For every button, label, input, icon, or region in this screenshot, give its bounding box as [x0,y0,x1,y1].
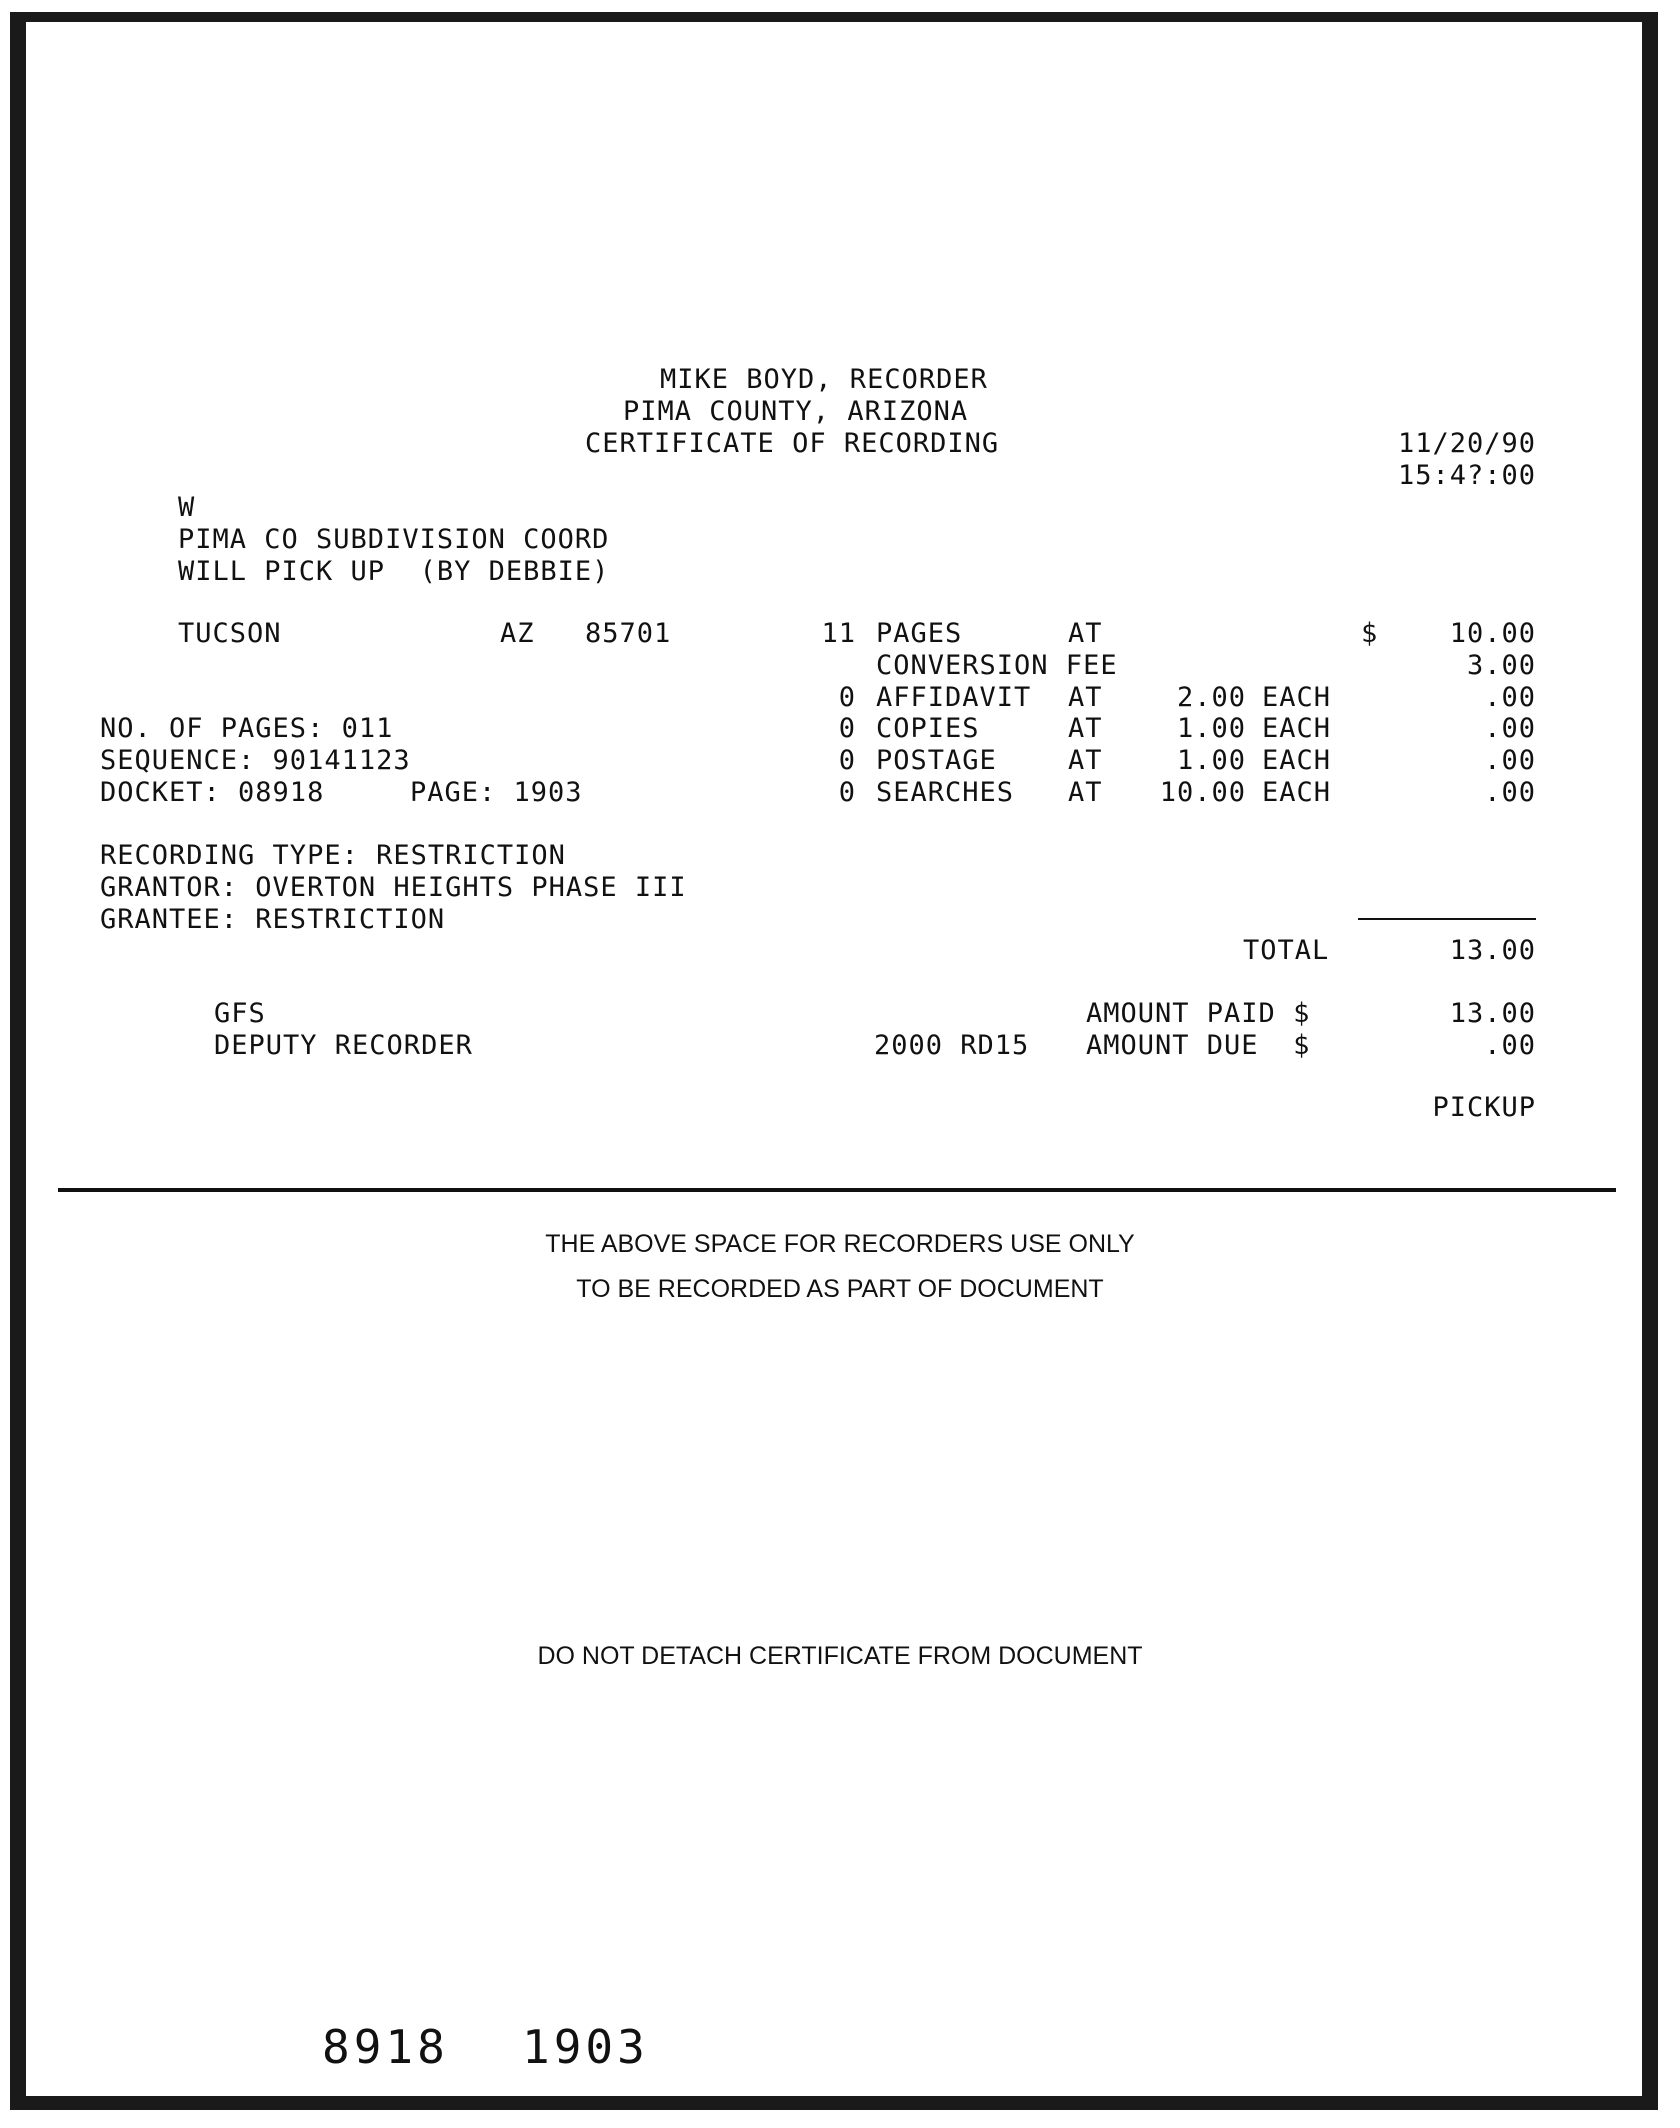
delivery-method: PICKUP [1432,1092,1536,1123]
num-pages: NO. OF PAGES: 011 [100,713,394,744]
docket-number: DOCKET: 08918 [100,777,325,808]
clerk-title: DEPUTY RECORDER [214,1030,473,1061]
amount-due-label: AMOUNT DUE $ [1086,1030,1311,1061]
fee-qty: 0 [838,777,856,808]
fee-at: AT [1068,745,1103,776]
fee-item: COPIES [876,713,980,744]
address-code: W [178,492,196,523]
sequence-number: SEQUENCE: 90141123 [100,745,411,776]
fee-amount: .00 [1484,777,1536,808]
fee-amount: .00 [1484,713,1536,744]
total-underline [1358,918,1536,920]
county-name: PIMA COUNTY, ARIZONA [623,396,969,427]
recording-date: 11/20/90 [1397,428,1536,459]
fee-qty: 11 [821,618,856,649]
detach-warning: DO NOT DETACH CERTIFICATE FROM DOCUMENT [537,1642,1143,1670]
recording-time: 15:4?:00 [1397,460,1536,491]
fee-at: AT [1068,682,1103,713]
fee-at: AT [1068,777,1103,808]
fee-item: CONVERSION FEE [876,650,1118,681]
fee-amount: .00 [1484,745,1536,776]
fee-qty: 0 [838,682,856,713]
fee-at: AT [1068,713,1103,744]
fee-each: EACH [1262,777,1332,808]
fee-item: AFFIDAVIT [876,682,1032,713]
address-city: TUCSON [178,618,282,649]
fee-amount: .00 [1484,682,1536,713]
address-state: AZ [500,618,535,649]
fee-currency: $ [1361,618,1379,649]
recorders-space-note: THE ABOVE SPACE FOR RECORDERS USE ONLY [545,1230,1135,1258]
fee-item: POSTAGE [876,745,997,776]
certificate-title: CERTIFICATE OF RECORDING [585,428,1000,459]
fee-item: SEARCHES [876,777,1015,808]
fee-rate: 1.00 [1176,745,1246,776]
fee-at: AT [1068,618,1103,649]
section-divider [58,1188,1616,1192]
fee-qty: 0 [838,745,856,776]
stamp-docket: 8918 [322,2020,449,2074]
fee-each: EACH [1262,682,1332,713]
amount-paid-label: AMOUNT PAID $ [1086,998,1311,1029]
recording-type: RECORDING TYPE: RESTRICTION [100,840,566,871]
fee-rate: 10.00 [1159,777,1246,808]
fee-item: PAGES [876,618,963,649]
fee-amount: 10.00 [1449,618,1536,649]
stamp-page: 1903 [522,2020,649,2074]
fee-rate: 2.00 [1176,682,1246,713]
address-zip: 85701 [585,618,672,649]
grantee: GRANTEE: RESTRICTION [100,904,446,935]
page-number: PAGE: 1903 [410,777,583,808]
fee-each: EACH [1262,745,1332,776]
terminal-id: 2000 RD15 [874,1030,1030,1061]
clerk-initials: GFS [214,998,266,1029]
address-name: PIMA CO SUBDIVISION COORD [178,524,610,555]
amount-paid: 13.00 [1449,998,1536,1029]
fee-each: EACH [1262,713,1332,744]
fee-qty: 0 [838,713,856,744]
total-label: TOTAL [1243,935,1330,966]
fee-amount: 3.00 [1466,650,1536,681]
recorded-part-note: TO BE RECORDED AS PART OF DOCUMENT [576,1275,1104,1303]
amount-due: .00 [1484,1030,1536,1061]
grantor: GRANTOR: OVERTON HEIGHTS PHASE III [100,872,687,903]
fee-rate: 1.00 [1176,713,1246,744]
total-amount: 13.00 [1449,935,1536,966]
address-note: WILL PICK UP (BY DEBBIE) [178,556,610,587]
recorder-name: MIKE BOYD, RECORDER [660,364,988,395]
